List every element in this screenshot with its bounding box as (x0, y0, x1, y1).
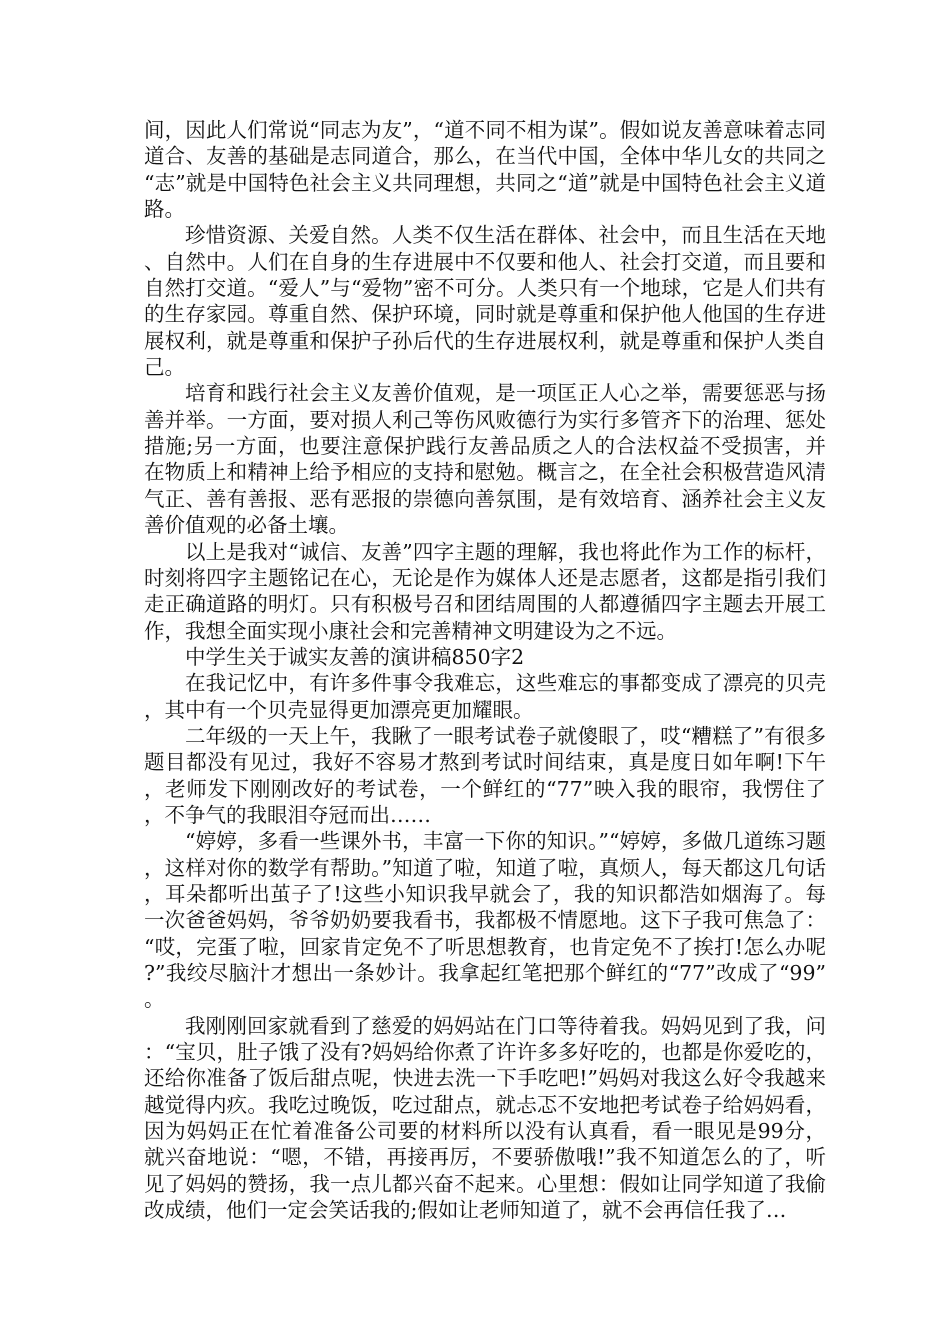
paragraph-6: 二年级的一天上午，我瞅了一眼考试卷子就傻眼了，哎“糟糕了”有很多题目都没有见过，我好不容易才熬到考试时间结束，真是度日如年啊!下午，老师发下刚刚改好的考试卷，一个鲜红的“77”映入我的眼帘，我愣住了，不争气的我眼泪夺冠而出…… (144, 723, 826, 827)
section-heading: 中学生关于诚实友善的演讲稿850字2 (185, 644, 525, 669)
paragraph-7: “婷婷，多看一些课外书，丰富一下你的知识。”“婷婷，多做几道练习题，这样对你的数学有帮助。”知道了啦，知道了啦，真烦人，每天都这几句话，耳朵都听出茧子了!这些小知识我早就会了，我的知识都浩如烟海了。每一次爸爸妈妈，爷爷奶奶要我看书，我都极不情愿地。这下子我可焦急了：“哎，完蛋了啦，回家肯定免不了听思想教育，也肯定免不了挨打!怎么办呢?”我绞尽脑汁才想出一条妙计。我拿起红笔把那个鲜红的“77”改成了“99”。 (144, 829, 826, 1012)
paragraph-5: 在我记忆中，有许多件事令我难忘，这些难忘的事都变成了漂亮的贝壳，其中有一个贝壳显得更加漂亮更加耀眼。 (144, 671, 826, 722)
paragraph-1: 间，因此人们常说“同志为友”，“道不同不相为谋”。假如说友善意味着志同道合、友善的基础是志同道合，那么，在当代中国，全体中华儿女的共同之“志”就是中国特色社会主义共同理想，共同之“道”就是中国特色社会主义道路。 (144, 118, 826, 222)
paragraph-8: 我刚刚回家就看到了慈爱的妈妈站在门口等待着我。妈妈见到了我，问：“宝贝，肚子饿了没有?妈妈给你煮了许许多多好吃的，也都是你爱吃的，还给你准备了饭后甜点呢，快进去洗一下手吃吧!”妈妈对我这么好令我越来越觉得内疚。我吃过晚饭，吃过甜点，就忐忑不安地把考试卷子给妈妈看，因为妈妈正在忙着准备公司要的材料所以没有认真看，看一眼见是99分，就兴奋地说：“嗯，不错，再接再厉，不要骄傲哦!”我不知道怎么的了，听见了妈妈的赞扬，我一点儿都兴奋不起来。心里想：假如让同学知道了我偷改成绩，他们一定会笑话我的;假如让老师知道了，就不会再信任我了… (144, 1013, 826, 1223)
paragraph-2: 珍惜资源、关爱自然。人类不仅生活在群体、社会中，而且生活在天地、自然中。人们在自身的生存进展中不仅要和他人、社会打交道，而且要和自然打交道。“爱人”与“爱物”密不可分。人类只有一个地球，它是人们共有的生存家园。尊重自然、保护环境，同时就是尊重和保护他人他国的生存进展权利，就是尊重和保护子孙后代的生存进展权利，就是尊重和保护人类自己。 (144, 223, 826, 380)
document-body (144, 117, 826, 1223)
paragraph-4: 以上是我对“诚信、友善”四字主题的理解，我也将此作为工作的标杆，时刻将四字主题铭记在心，无论是作为媒体人还是志愿者，这都是指引我们走正确道路的明灯。只有积极号召和团结周围的人都遵循四字主题去开展工作，我想全面实现小康社会和完善精神文明建设为之不远。 (144, 539, 826, 643)
paragraph-3: 培育和践行社会主义友善价值观，是一项匡正人心之举，需要惩恶与扬善并举。一方面，要对损人利己等伤风败德行为实行多管齐下的治理、惩处措施;另一方面，也要注意保护践行友善品质之人的合法权益不受损害，并在物质上和精神上给予相应的支持和慰勉。概言之，在全社会积极营造风清气正、善有善报、恶有恶报的崇德向善氛围，是有效培育、涵养社会主义友善价值观的必备土壤。 (144, 381, 826, 538)
